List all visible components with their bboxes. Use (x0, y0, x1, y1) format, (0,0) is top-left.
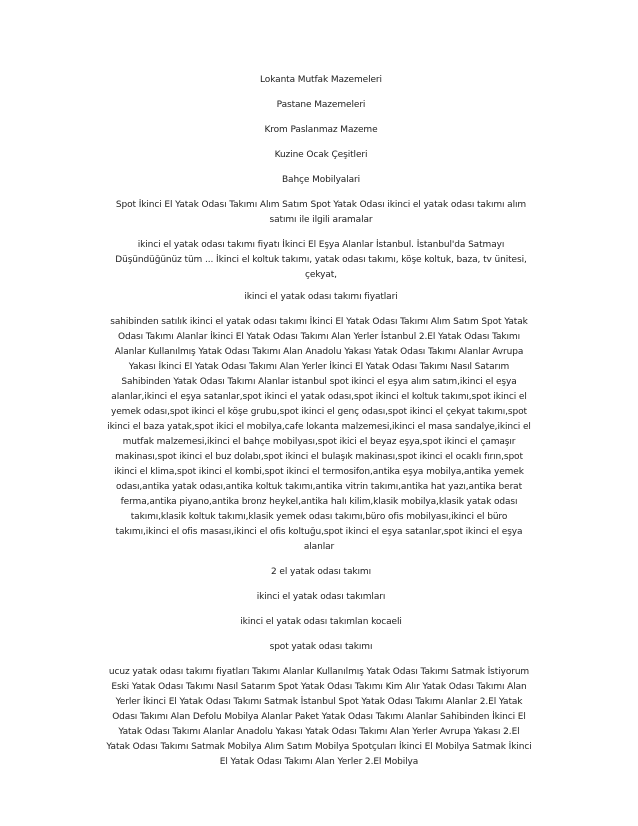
paragraph-4-line: Yatak Odası Takımı Alanlar Anadolu Yakası Yatak Odası Takımı Alan Yerler Avrupa Yakası 2.El (118, 727, 520, 737)
heading-pastane: Pastane Mazemeleri (276, 100, 366, 110)
heading-krom: Krom Paslanmaz Mazeme (264, 125, 378, 135)
paragraph-4-line: Yerler İkinci El Yatak Odası Takımı Satmak İstanbul Spot Yatak Odası Takımı Alanlar 2.El Yatak (115, 697, 523, 707)
heading-takimlari: ikinci el yatak odası takımları (256, 592, 386, 602)
heading-2-el: 2 el yatak odası takımı (271, 567, 371, 577)
paragraph-3-line: alanlar,ikinci el eşya satanlar,spot ikinci el yatak odası,spot ikinci el koltuk takımı,spot ikinci el (111, 392, 527, 402)
paragraph-3-line: takımı,ikinci el ofis masası,ikinci el ofis koltuğu,spot ikinci el eşya satanlar,spot ikinci el eşya (115, 527, 523, 537)
heading-spot: spot yatak odası takımı (269, 642, 373, 652)
heading-fiyatlari: ikinci el yatak odası takımı fiyatlari (244, 292, 398, 302)
paragraph-4-line: El Yatak Odası Takımı Alan Yerler 2.El Mobilya (219, 757, 419, 767)
paragraph-2-line: Düşündüğünüz tüm ... İkinci el koltuk takımı, yatak odası takımı, köşe koltuk, baza, tv ünitesi, (115, 255, 527, 265)
heading-kocaeli: ikinci el yatak odası takımlan kocaeli (240, 617, 402, 627)
paragraph-4-line: Yatak Odası Takımı Satmak Mobilya Alım Satım Mobilya Spotçuları İkinci El Mobilya Satmak İkinci (106, 742, 532, 752)
paragraph-3-line: sahibinden satılık ikinci el yatak odası takımı İkinci El Yatak Odası Takımı Alım Satım Spot Yatak (110, 317, 528, 327)
paragraph-2-line: ikinci el yatak odası takımı fiyatı İkinci El Eşya Alanlar İstanbul. İstanbul'da Satmayı (137, 240, 505, 250)
paragraph-4-line: Odası Takımı Alan Defolu Mobilya Alanlar Paket Yatak Odası Takımı Alanlar Sahibinden İkinci El (112, 712, 526, 722)
paragraph-3-line: makinası,spot ikinci el buz dolabı,spot ikinci el bulaşık makinası,spot ikinci el ocaklı fırın,spot (115, 452, 523, 462)
paragraph-4-line: Eski Yatak Odası Takımı Nasıl Satarım Spot Yatak Odası Takımı Kim Alır Yatak Odası Takımı Alan (111, 682, 527, 692)
paragraph-3-line: Odası Takımı Alanlar İkinci El Yatak Odası Takımı Alan Yerler İstanbul 2.El Yatak Odası Takımı (118, 332, 520, 342)
paragraph-1-line: satımı ile ilgili aramalar (269, 215, 373, 225)
paragraph-3-line: ikinci el baza yatak,spot ikici el mobilya,cafe lokanta malzemesi,ikinci el masa sandalye,ikinci el (107, 422, 531, 432)
paragraph-4-line: ucuz yatak odası takımı fiyatları Takımı Alanlar Kullanılmış Yatak Odası Takımı Satmak İstiyorum (108, 667, 530, 677)
paragraph-1-line: Spot İkinci El Yatak Odası Takımı Alım Satım Spot Yatak Odası ikinci el yatak odası takımı alım (115, 200, 527, 210)
paragraph-3-line: Alanlar Kullanılmış Yatak Odası Takımı Alan Anadolu Yakası Yatak Odası Takımı Alanlar Avrupa (114, 347, 524, 357)
paragraph-3-line: Yakası İkinci El Yatak Odası Takımı Alan Yerler İkinci El Yatak Odası Takımı Nasıl Satarım (128, 362, 510, 372)
heading-lokanta: Lokanta Mutfak Mazemeleri (260, 75, 382, 85)
paragraph-3-line: yemek odası,spot ikinci el köşe grubu,spot ikinci el genç odası,spot ikinci el çekyat takımı,spot (111, 407, 527, 417)
heading-bahce: Bahçe Mobilyalari (281, 175, 361, 185)
paragraph-3-line: mutfak malzemesi,ikinci el bahçe mobilyası,spot ikici el beyaz eşya,spot ikinci el çamaşır (122, 437, 516, 447)
paragraph-3-line: Sahibinden Yatak Odası Takımı Alanlar istanbul spot ikinci el eşya alım satım,ikinci el eşya (121, 377, 517, 387)
heading-kuzine: Kuzine Ocak Çeşitleri (274, 150, 368, 160)
paragraph-3-line: odası,antika yatak odası,antika koltuk takımı,antika vitrin takımı,antika hat yazı,antika berat (115, 482, 523, 492)
paragraph-3-line: alanlar (303, 542, 335, 552)
paragraph-3-line: ikinci el klima,spot ikinci el kombi,spot ikinci el termosifon,antika eşya mobilya,antika yemek (114, 467, 524, 477)
paragraph-3-line: ferma,antika piyano,antika bronz heykel,antika halı kilim,klasik mobilya,klasik yatak odası (120, 497, 518, 507)
paragraph-3-line: takımı,klasik koltuk takımı,klasik yemek odası takımı,büro ofis mobilyası,ikinci el büro (130, 512, 508, 522)
paragraph-2-line: çekyat, (305, 270, 337, 280)
